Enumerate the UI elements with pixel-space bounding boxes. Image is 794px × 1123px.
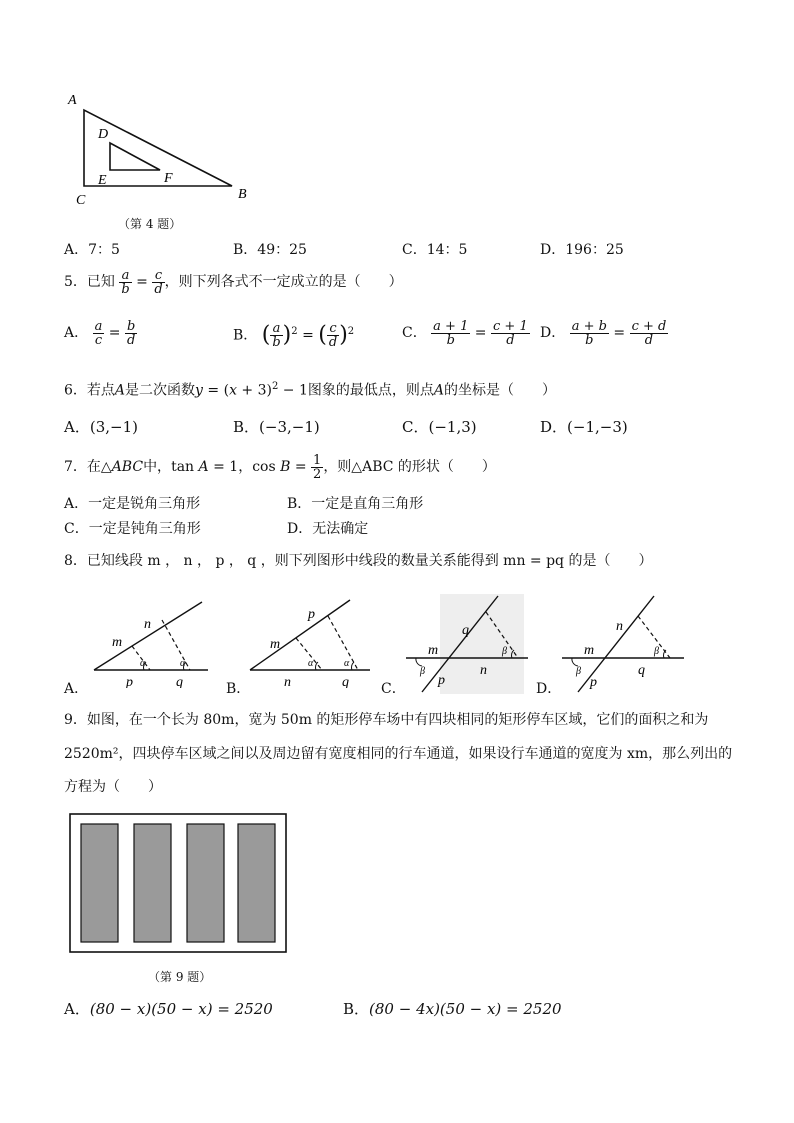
svg-text:n: n	[284, 675, 291, 688]
triangle-def	[110, 143, 160, 170]
q7-option-a[interactable]: A．一定是锐角三角形	[64, 496, 201, 512]
q5-option-b[interactable]: B． ( $\frac{a}{b}$ )$^2$ = ( $\frac{c}{d}$ )$^2$	[233, 321, 355, 351]
q8-label-b: B．	[226, 681, 251, 697]
svg-text:q: q	[342, 675, 349, 688]
q8-label-c: C．	[381, 681, 406, 697]
q9-option-b[interactable]: B．(80 − 4x)(50 − x) = 2520	[343, 1000, 562, 1018]
q6-option-c[interactable]: C．(−1,3)	[402, 418, 477, 436]
svg-text:q: q	[462, 623, 469, 638]
triangle-figure-4	[60, 88, 260, 213]
q6-option-d[interactable]: D．(−1,−3)	[540, 418, 628, 436]
svg-text:p: p	[126, 675, 133, 688]
q5-stem: 5．已知 $\frac{a}{b}$ = $\frac{c}{d}$ ，则下列各式不一定成立的是（ ）	[64, 267, 403, 297]
svg-text:α: α	[308, 658, 314, 669]
svg-text:m: m	[270, 637, 281, 652]
svg-text:m: m	[584, 643, 595, 658]
q8-figure-d[interactable]	[558, 594, 688, 694]
q6-stem: 6．若点A是二次函数$y = (x + 3)^2 - 1$图象的最低点，则点A的坐标是（ ）	[64, 381, 557, 399]
svg-text:p: p	[308, 607, 315, 622]
label-f: F	[164, 171, 173, 186]
svg-text:p: p	[590, 675, 597, 690]
figure-4-caption: （第 4 题）	[118, 217, 182, 231]
svg-text:α: α	[140, 658, 146, 669]
label-d: D	[98, 127, 109, 142]
q8-figure-c[interactable]	[402, 594, 532, 694]
q8-figure-b[interactable]	[246, 598, 376, 688]
q6-option-a[interactable]: A．(3,−1)	[64, 418, 138, 436]
q9-option-a[interactable]: A．(80 − x)(50 − x) = 2520	[64, 1000, 273, 1018]
svg-text:α: α	[180, 658, 186, 669]
q7-option-c[interactable]: C．一定是钝角三角形	[64, 521, 201, 537]
q7-option-b[interactable]: B．一定是直角三角形	[287, 496, 424, 512]
q5-option-c[interactable]: C． $\frac{a + 1}{b}$ = $\frac{c + 1}{d}$	[402, 318, 528, 348]
svg-text:β: β	[654, 646, 659, 657]
label-c: C	[76, 193, 86, 208]
q5-option-a[interactable]: A． $\frac{a}{c}$ = $\frac{b}{d}$	[64, 318, 136, 348]
parking-area-2	[134, 824, 171, 942]
svg-text:β: β	[502, 646, 507, 657]
svg-text:β: β	[576, 666, 581, 677]
q9-stem-line-3: 方程为（ ）	[64, 779, 162, 795]
q4-option-c[interactable]: C．14：5	[402, 242, 468, 258]
label-b: B	[238, 187, 247, 202]
q9-stem-line-1: 9．如图，在一个长为 80m，宽为 50m 的矩形停车场中有四块相同的矩形停车区域，它们的面积之和为	[64, 712, 709, 728]
svg-text:β: β	[420, 666, 425, 677]
parking-area-3	[187, 824, 224, 942]
parking-area-4	[238, 824, 275, 942]
q5-option-d[interactable]: D． $\frac{a + b}{b}$ = $\frac{c + d}{d}$	[540, 318, 667, 348]
q4-option-a[interactable]: A．7：5	[64, 242, 120, 258]
svg-text:n: n	[480, 663, 487, 678]
q8-label-d: D．	[536, 681, 562, 697]
svg-text:α: α	[344, 658, 350, 669]
svg-text:m: m	[428, 643, 439, 658]
svg-text:q: q	[176, 675, 183, 688]
q7-option-d[interactable]: D．无法确定	[287, 521, 369, 537]
q4-option-b[interactable]: B．49：25	[233, 242, 307, 258]
svg-text:m: m	[112, 635, 123, 650]
svg-text:n: n	[144, 617, 151, 632]
q4-option-d[interactable]: D．196：25	[540, 242, 624, 258]
figure-9-caption: （第 9 题）	[148, 970, 212, 984]
svg-text:p: p	[438, 673, 445, 688]
label-a: A	[68, 93, 77, 108]
parking-lot-figure	[68, 810, 290, 955]
parking-area-1	[81, 824, 118, 942]
q8-figure-a[interactable]	[90, 598, 220, 688]
svg-text:n: n	[616, 619, 623, 634]
q9-stem-line-2: 2520m²，四块停车区域之间以及周边留有宽度相同的行车通道，如果设行车通道的宽度为 xm，那么列出的	[64, 746, 733, 762]
label-e: E	[98, 173, 107, 188]
q7-stem: 7．在△ABC中，tan A = 1，cos B = $\frac{1}{2}$ ，则△ABC 的形状（ ）	[64, 452, 496, 482]
q8-label-a: A．	[64, 681, 89, 697]
q8-stem: 8．已知线段 m ， n ， p ， q ，则下列图形中线段的数量关系能得到 mn = pq 的是（ ）	[64, 553, 653, 569]
q6-option-b[interactable]: B．(−3,−1)	[233, 418, 320, 436]
svg-text:q: q	[638, 663, 645, 678]
